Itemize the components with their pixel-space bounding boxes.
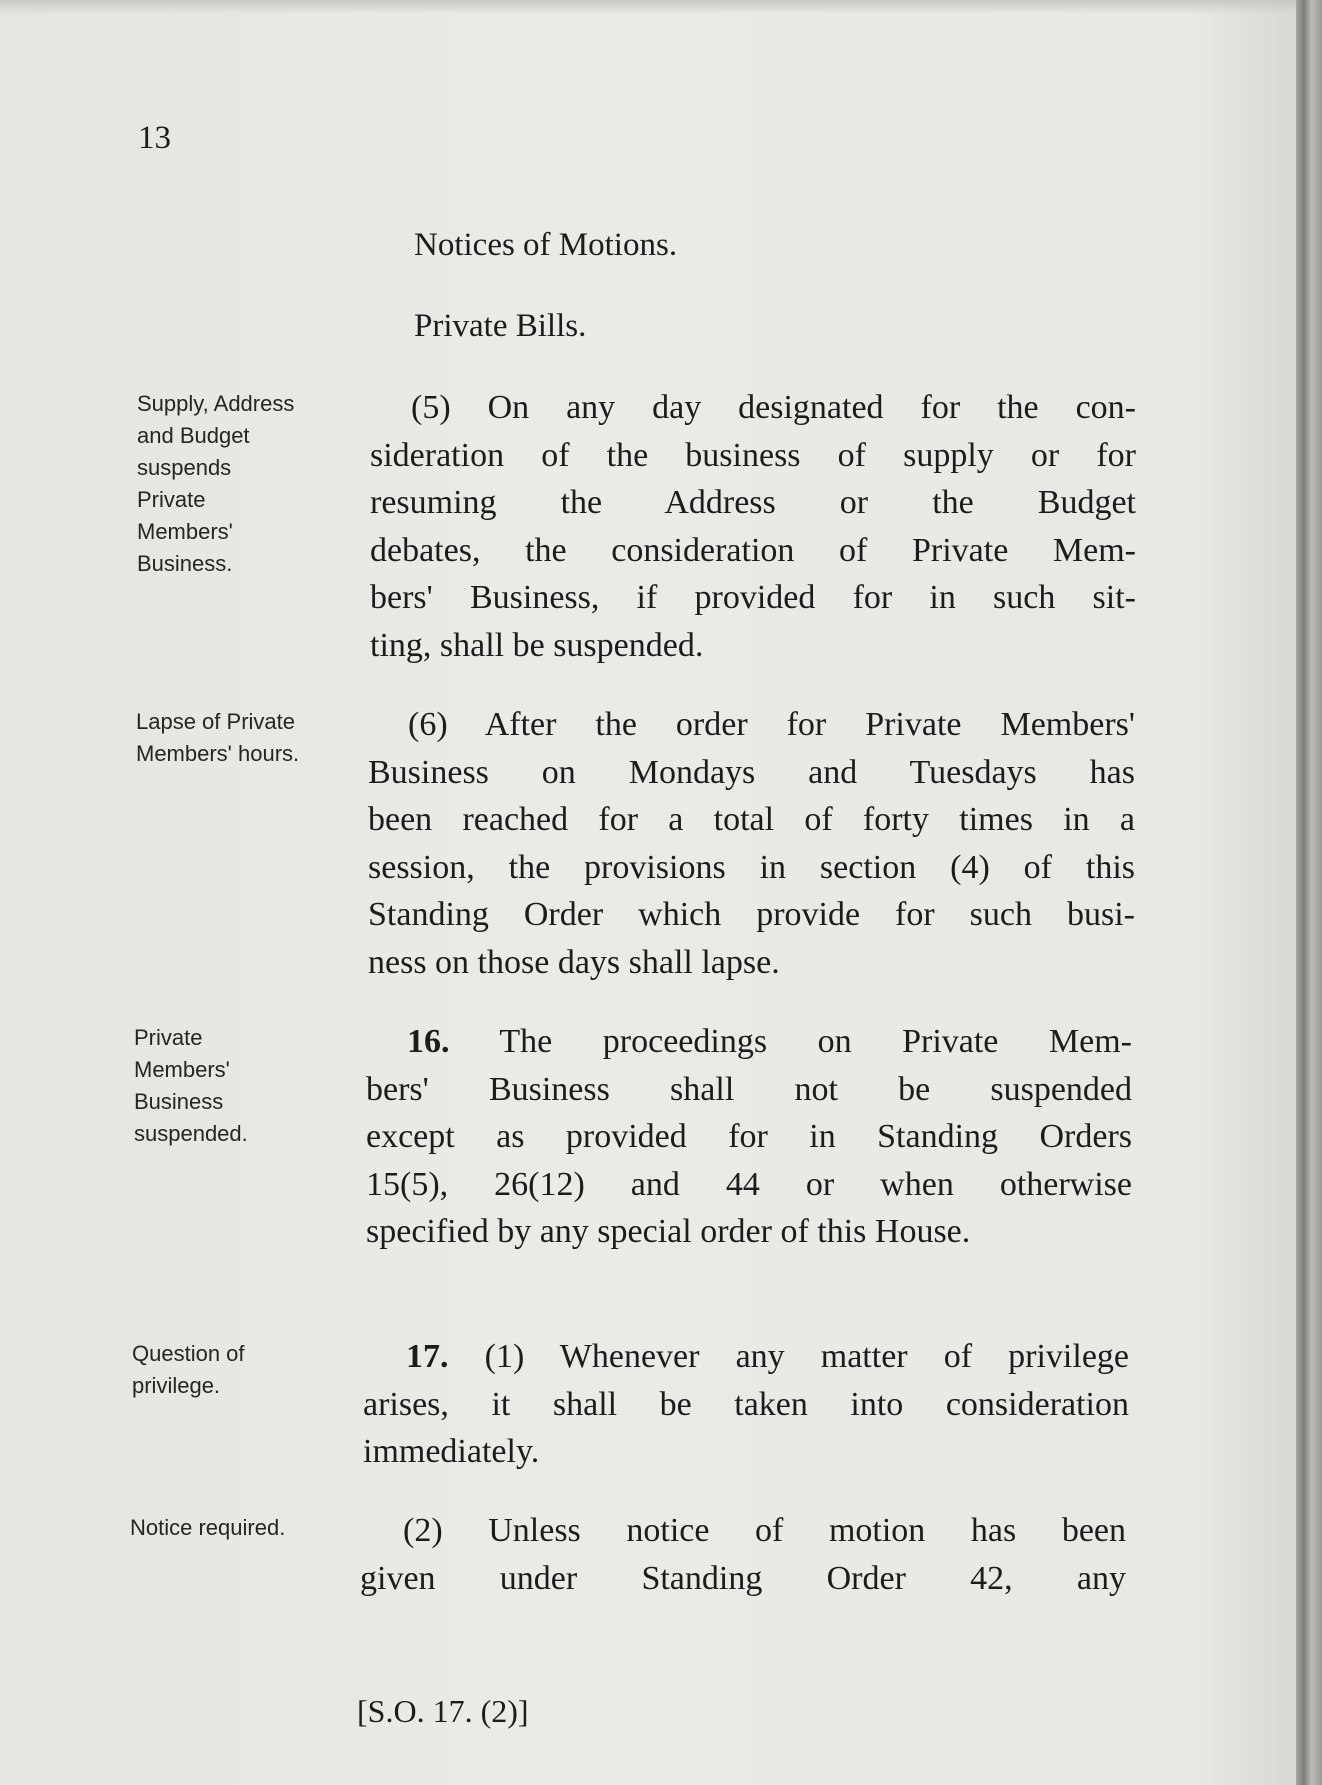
- margin-note-line: Members': [137, 519, 233, 544]
- margin-note-line: Members' hours.: [136, 741, 300, 766]
- margin-note-line: and Budget: [137, 423, 250, 448]
- text-line: given under Standing Order 42, any: [360, 1559, 1126, 1597]
- margin-note-privilege: [132, 1338, 245, 1402]
- text-line: [363, 1333, 1129, 1381]
- text-line: resuming the Address or the Budget: [370, 484, 1136, 521]
- text-line: arises, it shall be taken into consideration: [363, 1385, 1129, 1423]
- margin-note-line: Private: [134, 1025, 203, 1050]
- margin-note-supply-suspends: [137, 388, 294, 580]
- text-line: [366, 1018, 1132, 1066]
- margin-note-line: Supply, Address: [137, 391, 295, 416]
- text-line-content: (1) Whenever any matter of privilege: [484, 1338, 1129, 1375]
- section-number: 16.: [407, 1023, 450, 1060]
- margin-note-line: Private: [137, 487, 206, 512]
- text-line: Business on Mondays and Tuesdays has: [368, 753, 1135, 791]
- text-line: Standing Order which provide for such busi-: [368, 896, 1135, 933]
- text-line: (6) After the order for Private Members': [408, 706, 1135, 743]
- margin-note-line: Question of: [132, 1341, 245, 1366]
- text-line: session, the provisions in section (4) of this: [368, 848, 1135, 886]
- margin-note-line: privilege.: [132, 1373, 221, 1398]
- text-line: bers' Business, if provided for in such sit-: [370, 579, 1136, 616]
- margin-note-lapse: [136, 706, 299, 770]
- page-number: 13: [138, 120, 171, 156]
- text-line: (2) Unless notice of motion has been: [403, 1512, 1126, 1549]
- book-spine-gutter: [1296, 0, 1322, 1785]
- margin-note-line: Members': [134, 1057, 230, 1082]
- margin-note-line: Notice required.: [130, 1515, 286, 1540]
- text-line: specified by any special order of this House.: [366, 1213, 971, 1250]
- section-17-1: [363, 1333, 1129, 1476]
- text-line: ness on those days shall lapse.: [368, 943, 780, 981]
- margin-note-notice-required: [130, 1512, 285, 1544]
- text-line: debates, the consideration of Private Mem-: [370, 531, 1136, 569]
- text-line: bers' Business shall not be suspended: [366, 1070, 1132, 1108]
- section-17-2: [360, 1507, 1126, 1602]
- standing-order-reference: [S.O. 17. (2)]: [357, 1693, 529, 1729]
- margin-note-line: Lapse of Private: [136, 709, 295, 734]
- text-line: been reached for a total of forty times in a: [368, 801, 1135, 838]
- text-line: except as provided for in Standing Orders: [366, 1118, 1132, 1155]
- page-edge-shadow: [0, 0, 1296, 14]
- margin-note-line: Business: [134, 1089, 224, 1114]
- text-line: immediately.: [363, 1433, 540, 1470]
- section-15-6: [368, 701, 1135, 986]
- heading-private-bills: Private Bills.: [414, 308, 587, 344]
- text-line: ting, shall be suspended.: [370, 626, 704, 664]
- section-15-5: [370, 384, 1136, 669]
- margin-note-line: Business.: [137, 551, 233, 576]
- margin-note-business-suspended: [134, 1022, 248, 1150]
- section-16: [366, 1018, 1132, 1256]
- margin-note-line: suspends: [137, 455, 232, 480]
- margin-note-line: suspended.: [134, 1121, 248, 1146]
- text-line: 15(5), 26(12) and 44 or when otherwise: [366, 1165, 1132, 1203]
- text-line-content: The proceedings on Private Mem-: [499, 1023, 1132, 1060]
- text-line: sideration of the business of supply or for: [370, 436, 1136, 474]
- heading-notices-of-motions: Notices of Motions.: [414, 227, 678, 263]
- text-line: (5) On any day designated for the con-: [411, 389, 1136, 426]
- section-number: 17.: [406, 1338, 449, 1375]
